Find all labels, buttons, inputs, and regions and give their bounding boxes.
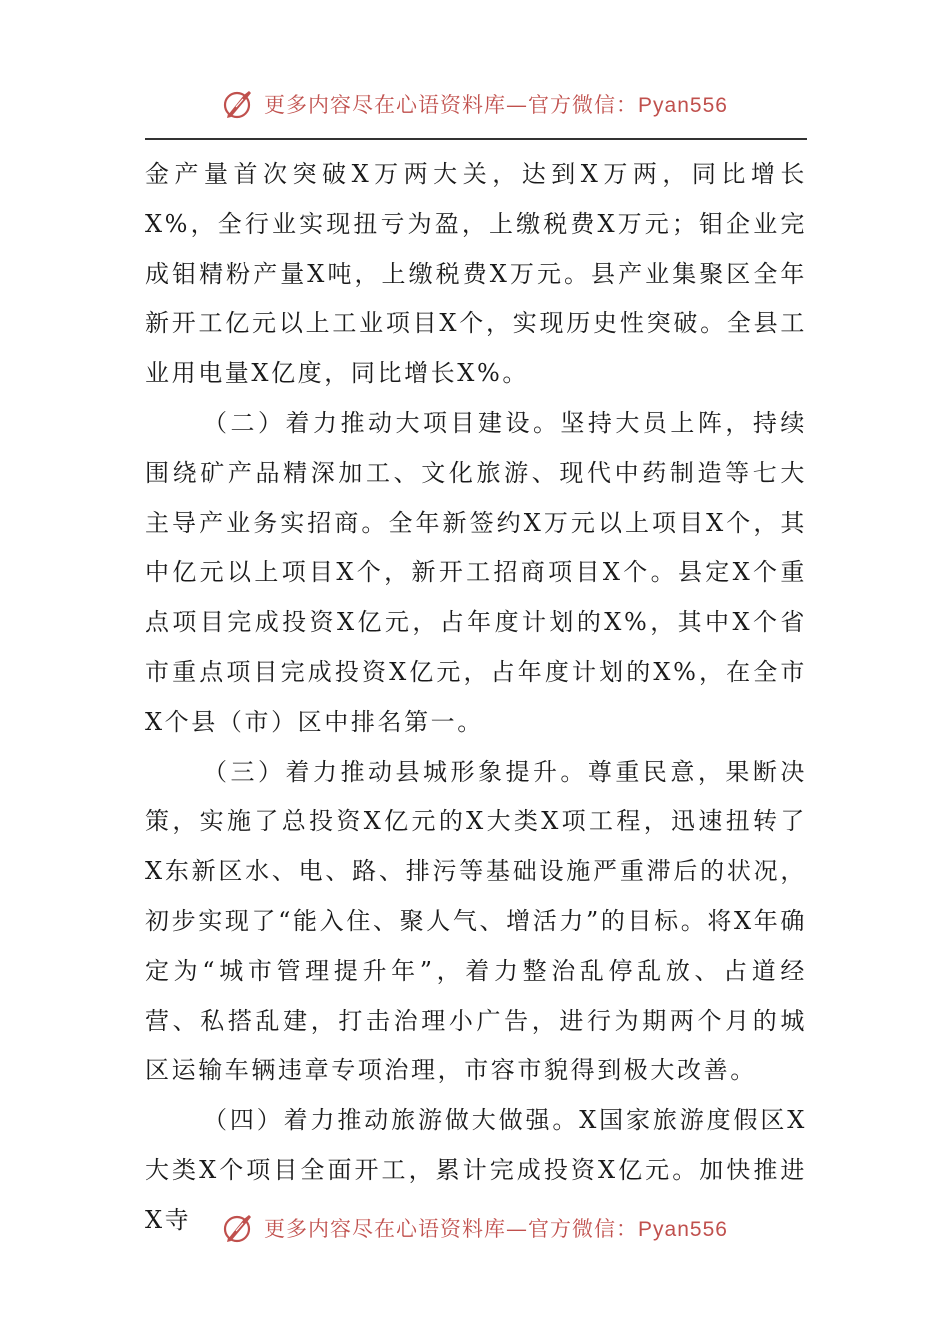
paragraph-continued: 金产量首次突破X万两大关，达到X万两，同比增长X%，全行业实现扭亏为盈，上缴税费X万元；钼企业完成钼精粉产量X吨，上缴税费X万元。县产业集聚区全年新开工亿元以上工业项目X个，实现历史性突破。全县工业用电量X亿度，同比增长X%。: [145, 160, 807, 388]
header-watermark: [0, 84, 950, 124]
paragraph-section-3: （三）着力推动县城形象提升。尊重民意，果断决策，实施了总投资X亿元的X大类X项工程，迅速扭转了X东新区水、电、路、排污等基础设施严重滞后的状况，初步实现了“能入住、聚人气、增活力”的目标。将X年确定为“城市管理提升年”，着力整治乱停乱放、占道经营、私搭乱建，打击治理小广告，进行为期两个月的城区运输车辆违章专项治理，市容市貌得到极大改善。: [145, 757, 807, 1085]
pen-nib-logo-icon: [222, 1211, 256, 1245]
paragraph-section-2: （二）着力推动大项目建设。坚持大员上阵，持续围绕矿产品精深加工、文化旅游、现代中药制造等七大主导产业务实招商。全年新签约X万元以上项目X个，其中亿元以上项目X个，新开工招商项目X个。县定X个重点项目完成投资X亿元，占年度计划的X%，其中X个省市重点项目完成投资X亿元，占年度计划的X%，在全市X个县（市）区中排名第一。: [145, 408, 807, 736]
paragraph-section-4: （四）着力推动旅游做大做强。X国家旅游度假区X大类X个项目全面开工，累计完成投资X亿元。加快推进X寺: [145, 1106, 807, 1234]
header-divider: [145, 138, 807, 140]
footer-watermark-text: 更多内容尽在心语资料库—官方微信：Pyan556: [264, 1217, 728, 1241]
pen-nib-logo-icon: [222, 87, 256, 121]
footer-watermark: [0, 1208, 950, 1248]
document-body: [145, 150, 807, 1246]
header-watermark-text: 更多内容尽在心语资料库—官方微信：Pyan556: [264, 93, 728, 117]
